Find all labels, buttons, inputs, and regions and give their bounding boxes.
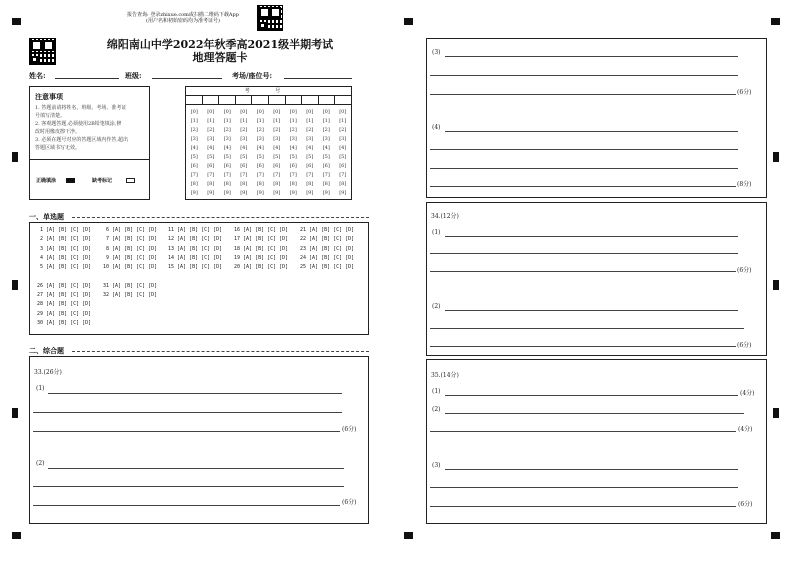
digit-bubble[interactable]: [6] [207, 163, 215, 169]
digit-bubble[interactable]: [3] [289, 136, 297, 142]
digit-bubble[interactable]: [5] [207, 154, 215, 160]
digit-bubble[interactable]: [8] [240, 181, 248, 187]
digit-bubble[interactable]: [2] [339, 127, 347, 133]
digit-bubble[interactable]: [8] [289, 181, 297, 187]
digit-bubble[interactable]: [0] [339, 109, 347, 115]
digit-bubble[interactable]: [3] [273, 136, 281, 142]
digit-bubble[interactable]: [6] [306, 163, 314, 169]
notice-item: 号填写清楚。 [35, 113, 66, 119]
mcq-column[interactable]: 11 [A] [B] [C] [D] 12 [A] [B] [C] [D] 13 [A] [B] [C] [D] 14 [A] [B] [C] [D] 15 [A] [B] [C] [D] [168, 227, 223, 271]
q35-title: 35.(14分) [431, 372, 459, 379]
digit-bubble[interactable]: [2] [289, 127, 297, 133]
q35-part2-score: (4分) [738, 426, 753, 433]
digit-bubble[interactable]: [9] [240, 190, 248, 196]
notice-title: 注意事项 [35, 92, 63, 101]
name-field[interactable] [55, 78, 119, 79]
answer-line[interactable] [430, 487, 738, 488]
student-qr-code-icon [29, 38, 56, 65]
digit-bubble[interactable]: [7] [289, 172, 297, 178]
q35-part3-label: (3) [432, 462, 441, 469]
timing-mark [773, 152, 779, 162]
digit-bubble[interactable]: [3] [240, 136, 248, 142]
digit-bubble[interactable]: [9] [273, 190, 281, 196]
answer-line[interactable] [445, 469, 738, 470]
exam-digit-column[interactable] [236, 108, 253, 198]
digit-bubble[interactable]: [0] [240, 109, 248, 115]
notice-item: 1. 答题前请将姓名、班级、考场、准考证 [35, 105, 127, 111]
q35-answer-area [426, 359, 767, 524]
corner-mark-tr [771, 18, 780, 25]
digit-bubble[interactable]: [6] [339, 163, 347, 169]
digit-bubble[interactable]: [3] [190, 136, 198, 142]
digit-bubble[interactable]: [7] [190, 172, 198, 178]
answer-line[interactable] [33, 505, 340, 506]
digit-bubble[interactable]: [3] [322, 136, 330, 142]
q35-part3-score: (6分) [738, 501, 753, 508]
answer-line[interactable] [445, 56, 738, 57]
digit-bubble[interactable]: [1] [273, 118, 281, 124]
timing-mark [12, 152, 18, 162]
digit-bubble[interactable]: [2] [273, 127, 281, 133]
digit-bubble[interactable]: [8] [223, 181, 231, 187]
digit-bubble[interactable]: [4] [306, 145, 314, 151]
timing-mark [12, 280, 18, 290]
answer-line[interactable] [430, 506, 736, 507]
corner-mark-ml [404, 18, 413, 25]
q33-continued-area [426, 38, 767, 198]
digit-bubble[interactable]: [8] [322, 181, 330, 187]
digit-bubble[interactable]: [8] [207, 181, 215, 187]
answer-line[interactable] [445, 236, 738, 237]
digit-bubble[interactable]: [6] [273, 163, 281, 169]
digit-bubble[interactable]: [2] [207, 127, 215, 133]
answer-line[interactable] [430, 431, 736, 432]
q33-part1-score: (6分) [342, 426, 357, 433]
digit-bubble[interactable]: [6] [223, 163, 231, 169]
digit-bubble[interactable]: [5] [256, 154, 264, 160]
digit-bubble[interactable]: [3] [256, 136, 264, 142]
digit-bubble[interactable]: [2] [240, 127, 248, 133]
digit-bubble[interactable]: [7] [240, 172, 248, 178]
digit-bubble[interactable]: [8] [190, 181, 198, 187]
correct-fill-label: 正确填涂 [36, 178, 57, 184]
q33-part1-label: (1) [36, 385, 45, 392]
digit-bubble[interactable]: [1] [306, 118, 314, 124]
digit-bubble[interactable]: [1] [339, 118, 347, 124]
q34-part2-score: (6分) [737, 342, 752, 349]
answer-line[interactable] [445, 131, 738, 132]
digit-bubble[interactable]: [8] [273, 181, 281, 187]
missing-mark-checkbox[interactable] [126, 178, 135, 183]
digit-bubble[interactable]: [4] [289, 145, 297, 151]
q33-part2-score: (6分) [342, 499, 357, 506]
section-divider [72, 351, 369, 352]
exam-digit-column[interactable] [219, 108, 236, 198]
q35-part2-label: (2) [432, 406, 441, 413]
digit-bubble[interactable]: [1] [240, 118, 248, 124]
digit-bubble[interactable]: [3] [306, 136, 314, 142]
exam-digit-column[interactable] [285, 108, 302, 198]
digit-bubble[interactable]: [4] [190, 145, 198, 151]
answer-line[interactable] [430, 253, 738, 254]
digit-bubble[interactable]: [2] [322, 127, 330, 133]
notice-item: 改时用橡皮擦干净。 [35, 129, 81, 135]
report-query-note: 报告查询: 登录zhixue.com或扫描二维码下载App (用户名和初始密码均为准考证号) [127, 12, 239, 24]
notice-item: 答题区域书写无效。 [35, 145, 81, 151]
digit-bubble[interactable]: [6] [322, 163, 330, 169]
exam-number-header: 考 号 [186, 87, 351, 96]
answer-line[interactable] [430, 94, 736, 95]
answer-line[interactable] [430, 168, 738, 169]
digit-bubble[interactable]: [4] [273, 145, 281, 151]
answer-line[interactable] [445, 413, 744, 414]
q33-part4-label: (4) [432, 124, 441, 131]
digit-bubble[interactable]: [3] [223, 136, 231, 142]
q33-part3-score: (6分) [737, 89, 752, 96]
corner-mark-bl [12, 532, 21, 539]
digit-bubble[interactable]: [5] [240, 154, 248, 160]
digit-bubble[interactable]: [2] [306, 127, 314, 133]
exam-digit-column[interactable] [252, 108, 269, 198]
answer-line[interactable] [445, 395, 738, 396]
corner-mark-br [771, 532, 780, 539]
answer-line[interactable] [33, 486, 344, 487]
exam-digit-column[interactable] [318, 108, 335, 198]
class-field[interactable] [152, 78, 222, 79]
digit-bubble[interactable]: [8] [306, 181, 314, 187]
name-label: 姓名: [29, 71, 46, 80]
answer-line[interactable] [33, 412, 342, 413]
answer-line[interactable] [430, 149, 738, 150]
digit-bubble[interactable]: [8] [256, 181, 264, 187]
digit-bubble[interactable]: [6] [240, 163, 248, 169]
missing-mark-label: 缺考标记 [92, 178, 113, 184]
timing-mark [773, 280, 779, 290]
q34-answer-area [426, 202, 767, 356]
digit-bubble[interactable]: [9] [207, 190, 215, 196]
digit-bubble[interactable]: [5] [339, 154, 347, 160]
digit-bubble[interactable]: [0] [306, 109, 314, 115]
digit-bubble[interactable]: [5] [306, 154, 314, 160]
q33-answer-area [29, 356, 369, 524]
correct-fill-sample-icon [66, 178, 75, 183]
answer-line[interactable] [430, 346, 736, 347]
single-choice-area [29, 222, 369, 335]
digit-bubble[interactable]: [3] [339, 136, 347, 142]
digit-bubble[interactable]: [5] [289, 154, 297, 160]
app-qr-code-icon [257, 5, 283, 31]
digit-bubble[interactable]: [9] [223, 190, 231, 196]
exam-digit-column[interactable] [203, 108, 220, 198]
q35-part1-label: (1) [432, 388, 441, 395]
digit-bubble[interactable]: [5] [223, 154, 231, 160]
digit-bubble[interactable]: [4] [223, 145, 231, 151]
exam-number-bubbles[interactable] [186, 105, 351, 198]
q33-title: 33.(26分) [34, 369, 62, 376]
digit-bubble[interactable]: [2] [223, 127, 231, 133]
section-comprehensive-title: 二、综合题 [29, 346, 64, 355]
digit-bubble[interactable]: [9] [322, 190, 330, 196]
digit-bubble[interactable]: [0] [207, 109, 215, 115]
room-seat-label: 考场/座位号: [232, 71, 273, 80]
answer-line[interactable] [445, 310, 738, 311]
timing-mark [12, 408, 18, 418]
digit-bubble[interactable]: [5] [322, 154, 330, 160]
q35-part1-score: (4分) [740, 390, 755, 397]
mcq-column[interactable]: 21 [A] [B] [C] [D] 22 [A] [B] [C] [D] 23 [A] [B] [C] [D] 24 [A] [B] [C] [D] 25 [A] [B] [C] [D] [300, 227, 355, 271]
answer-line[interactable] [48, 468, 344, 469]
q34-part2-label: (2) [432, 303, 441, 310]
digit-bubble[interactable]: [5] [190, 154, 198, 160]
q33-part4-score: (8分) [737, 181, 752, 188]
exam-digit-column[interactable] [302, 108, 319, 198]
digit-bubble[interactable]: [7] [322, 172, 330, 178]
digit-bubble[interactable]: [7] [223, 172, 231, 178]
digit-bubble[interactable]: [0] [223, 109, 231, 115]
answer-line[interactable] [430, 271, 736, 272]
mcq-column[interactable]: 6 [A] [B] [C] [D] 7 [A] [B] [C] [D] 8 [A] [B] [C] [D] 9 [A] [B] [C] [D] 10 [A] [B] [C] [D] 31 [A] [B] [C] [D] 32 [A] [B] [C] [D] [103, 227, 158, 299]
q34-part1-label: (1) [432, 229, 441, 236]
digit-bubble[interactable]: [9] [289, 190, 297, 196]
digit-bubble[interactable]: [8] [339, 181, 347, 187]
digit-bubble[interactable]: [1] [207, 118, 215, 124]
exam-digit-column[interactable] [335, 108, 352, 198]
digit-bubble[interactable]: [1] [289, 118, 297, 124]
digit-bubble[interactable]: [6] [256, 163, 264, 169]
room-seat-field[interactable] [284, 78, 352, 79]
digit-bubble[interactable]: [0] [190, 109, 198, 115]
timing-mark [773, 408, 779, 418]
section-single-choice-title: 一、单选题 [29, 212, 64, 221]
digit-bubble[interactable]: [9] [339, 190, 347, 196]
notice-item: 3. 必须在题号对应的答题区域内作答,超出 [35, 137, 128, 143]
notice-item: 2. 客观题答题,必须使用2B铅笔填涂,修 [35, 121, 122, 127]
q34-title: 34.(12分) [431, 213, 459, 220]
digit-bubble[interactable]: [3] [207, 136, 215, 142]
digit-bubble[interactable]: [0] [273, 109, 281, 115]
digit-bubble[interactable]: [4] [322, 145, 330, 151]
class-label: 班级: [125, 71, 142, 80]
q33-part2-label: (2) [36, 460, 45, 467]
digit-bubble[interactable]: [0] [256, 109, 264, 115]
page-title: 绵阳南山中学2022年秋季高2021级半期考试 地理答题卡 [106, 38, 334, 64]
answer-line[interactable] [48, 393, 342, 394]
mcq-column[interactable]: 1 [A] [B] [C] [D] 2 [A] [B] [C] [D] 3 [A] [B] [C] [D] 4 [A] [B] [C] [D] 5 [A] [B] [C] [D] 26 [A] [B] [C] [D] 27 [A] [B] [C] [D] 28 [A] [B] [C] [D] 29 [A] [B] [C] [D] 30 [A] [B] [C] [D] [37, 227, 92, 326]
digit-bubble[interactable]: [9] [306, 190, 314, 196]
digit-bubble[interactable]: [9] [256, 190, 264, 196]
digit-bubble[interactable]: [4] [256, 145, 264, 151]
digit-bubble[interactable]: [2] [256, 127, 264, 133]
section-divider [72, 217, 369, 218]
digit-bubble[interactable]: [5] [273, 154, 281, 160]
answer-line[interactable] [33, 431, 340, 432]
answer-line[interactable] [430, 75, 738, 76]
answer-line[interactable] [430, 328, 744, 329]
digit-bubble[interactable]: [6] [289, 163, 297, 169]
exam-number-write-row[interactable] [186, 96, 351, 105]
digit-bubble[interactable]: [1] [190, 118, 198, 124]
q33-part3-label: (3) [432, 49, 441, 56]
corner-mark-mr [404, 532, 413, 539]
exam-digit-column[interactable] [186, 108, 203, 198]
digit-bubble[interactable]: [1] [223, 118, 231, 124]
digit-bubble[interactable]: [6] [190, 163, 198, 169]
digit-bubble[interactable]: [9] [190, 190, 198, 196]
digit-bubble[interactable]: [0] [322, 109, 330, 115]
notice-box [29, 86, 150, 200]
digit-bubble[interactable]: [7] [207, 172, 215, 178]
digit-bubble[interactable]: [7] [339, 172, 347, 178]
exam-digit-column[interactable] [269, 108, 286, 198]
exam-number-grid [185, 86, 352, 200]
corner-mark-tl [12, 18, 21, 25]
digit-bubble[interactable]: [7] [256, 172, 264, 178]
digit-bubble[interactable]: [2] [190, 127, 198, 133]
digit-bubble[interactable]: [1] [322, 118, 330, 124]
answer-line[interactable] [430, 186, 736, 187]
digit-bubble[interactable]: [1] [256, 118, 264, 124]
digit-bubble[interactable]: [4] [207, 145, 215, 151]
digit-bubble[interactable]: [7] [273, 172, 281, 178]
digit-bubble[interactable]: [4] [339, 145, 347, 151]
mcq-column[interactable]: 16 [A] [B] [C] [D] 17 [A] [B] [C] [D] 18 [A] [B] [C] [D] 19 [A] [B] [C] [D] 20 [A] [B] [C] [D] [234, 227, 289, 271]
q34-part1-score: (6分) [737, 267, 752, 274]
digit-bubble[interactable]: [7] [306, 172, 314, 178]
digit-bubble[interactable]: [4] [240, 145, 248, 151]
digit-bubble[interactable]: [0] [289, 109, 297, 115]
